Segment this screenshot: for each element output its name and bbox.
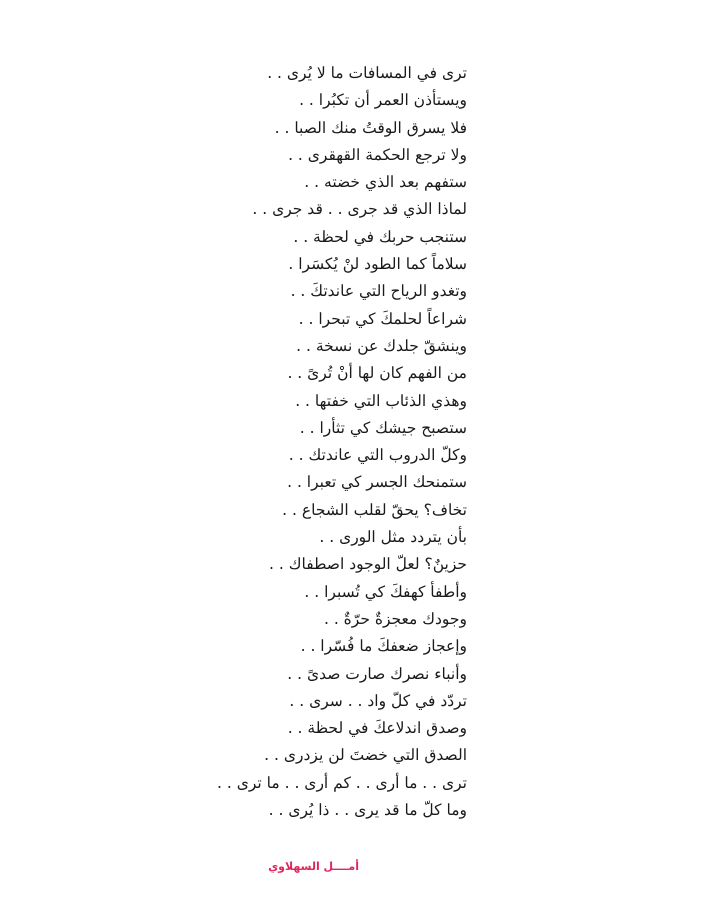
poem-line: ستمنحك الجسر كي تعبرا . . <box>287 473 467 492</box>
poem-line: ترى في المسافات ما لا يُرى . . <box>267 64 467 82</box>
poem-line: وما كلّ ما قد يرى . . ذا يُرى . . <box>268 801 467 820</box>
poem-line: وإعجاز ضعفكَ ما فُسّرا . . <box>300 637 467 656</box>
poem-line: حزينٌ؟ لعلّ الوجود اصطفاك . . <box>269 555 467 574</box>
poem-line: وينشقّ جلدك عن نسخة . . <box>296 336 467 355</box>
poem-line: شراعاً لحلمكَ كي تبحرا . . <box>298 309 467 328</box>
poem-text <box>217 60 467 824</box>
poem-line: وصدق اندلاعكَ في لحظة . . <box>287 719 467 738</box>
poem-line: ستصبح جيشك كي تثأرا . . <box>299 418 467 437</box>
poem-line: سلاماً كما الطود لنْ يُكسَرا . <box>288 255 467 274</box>
poem-line: وأنباء نصرك صارت صدىً . . <box>287 664 467 683</box>
poem-line: وكلّ الدروب التي عاندتك . . <box>288 446 467 465</box>
poem-line: تخاف؟ يحقّ لقلب الشجاع . . <box>282 500 467 519</box>
poem-line: ترى . . ما أرى . . كم أرى . . ما ترى . . <box>217 773 467 792</box>
poem-line: ستفهم بعد الذي خضته . . <box>304 173 467 192</box>
poem-line: ولا ترجع الحكمة القهقرى . . <box>288 145 467 164</box>
poem-line: وتغدو الرياح التي عاندتكَ . . <box>290 282 467 301</box>
poem-line: وجودك معجزةٌ حرّةٌ . . <box>323 609 467 628</box>
poem-line: بأن يتردد مثل الورى . . <box>319 528 467 547</box>
poem-line: ويستأذن العمر أن تكبُرا . . <box>299 91 467 110</box>
poem-line: ستنجب حربك في لحظة . . <box>293 227 467 246</box>
poem-line: من الفهم كان لها أنْ تُرىً . . <box>287 364 467 383</box>
poem-line: تردّد في كلّ واد . . سرى . . <box>289 691 467 710</box>
author-signature: أمــــل السهلاوي <box>268 860 359 873</box>
poem-line: الصدق التي خضتَ لن يزدرى . . <box>264 746 467 765</box>
poem-line: لماذا الذي قد جرى . . قد جرى . . <box>252 200 467 219</box>
poem-line: وأطفأ كهفكَ كي تُسبرا . . <box>304 582 467 601</box>
poem-line: وهذي الذئاب التي خفتها . . <box>295 391 467 410</box>
poem-line: فلا يسرق الوقتُ منك الصبا . . <box>274 118 467 137</box>
